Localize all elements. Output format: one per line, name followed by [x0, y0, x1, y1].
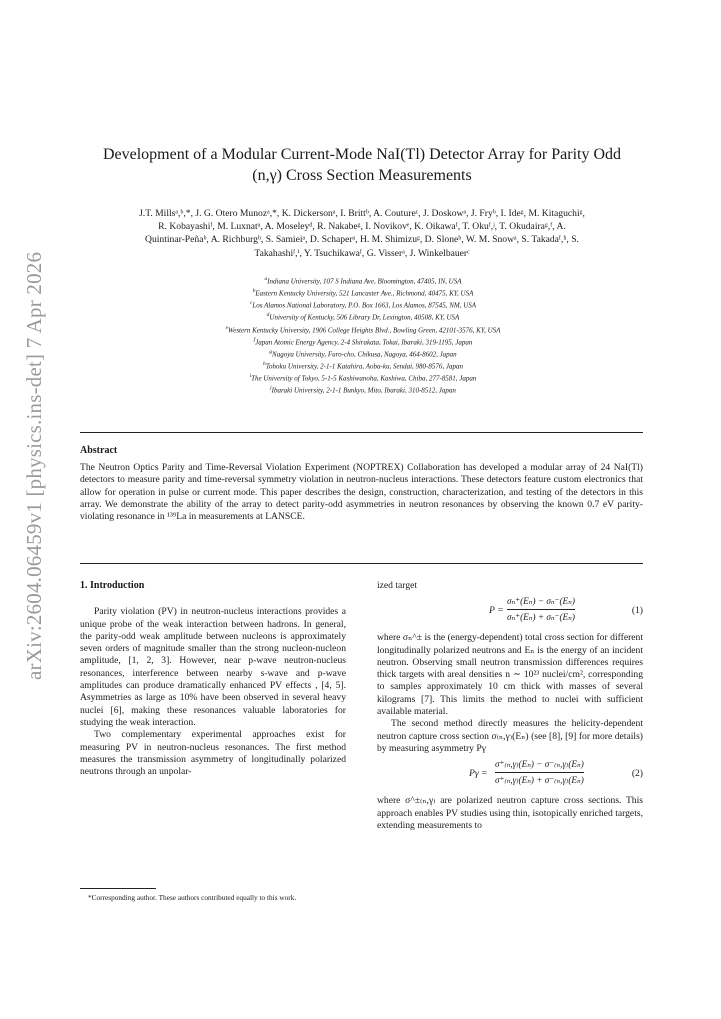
title-line-2: (n,γ) Cross Section Measurements — [252, 167, 472, 184]
affiliation — [80, 287, 646, 299]
abstract-body: The Neutron Optics Parity and Time-Reversal Violation Experiment (NOPTREX) Collaboration has developed a modular array of 24 NaI(Tl) detectors to measure parity and time-reversal symmetry violation in neutron-nucleus interactions. These detectors feature custom electronics that allow for operation in pulse or current mode. This paper describes the design, construction, characterization, and testing of the detectors in this array. We demonstrate the ability of the array to detect parity-odd asymmetries in neutron resonances by observing the known 0.7 eV parity-violating resonance in ¹³⁹La in measurements at LANSCE. — [80, 462, 643, 523]
abstract-top-rule — [80, 432, 643, 433]
equation-2 — [377, 758, 643, 792]
arxiv-side-stamp: arXiv:2604.06459v1 [physics.ins-det] 7 Apr 2026 — [22, 251, 46, 680]
affiliation-mark: f — [253, 336, 256, 343]
affiliation — [80, 324, 646, 336]
abstract-bottom-rule — [80, 563, 643, 564]
paragraph: Two complementary experimental approaches exist for measuring PV in neutron-nucleus resonances. The first method measures the transmission asymmetry of longitudinally polarized neutrons through an unpolar- — [80, 729, 346, 778]
equation-1 — [377, 595, 643, 629]
equation-lhs: P = — [489, 605, 504, 617]
affiliation-text: The University of Tokyo, 5-1-5 Kashiwanoha, Kashiwa, Chiba, 277-8581, Japan — [251, 374, 477, 383]
affiliation-mark: b — [252, 288, 256, 295]
affiliation — [80, 311, 646, 323]
author-list — [74, 207, 650, 260]
paragraph: ized target — [377, 580, 418, 591]
affiliation-text: Japan Atomic Energy Agency, 2-4 Shirakata, Tokai, Ibaraki, 319-1195, Japan — [255, 337, 473, 346]
affiliation-text: Los Alamos National Laboratory, P.O. Box 1663, Los Alamos, 87545, NM, USA — [252, 301, 477, 310]
affiliation-mark: d — [266, 312, 270, 319]
equation-number: (2) — [631, 768, 643, 780]
author-line-1: J.T. Millsᵃ,ᵇ,*, J. G. Otero Munozᵃ,*, K. Dickersonᵃ, I. Brittᵇ, A. Coutureᶜ, J. Doskowᵃ, J. Fryᵇ, I. Ideᵍ, M. Kitaguchiᵍ, — [139, 208, 585, 219]
equation-denominator: σ⁺₍ₙ,γ₎(Eₙ) + σ⁻₍ₙ,γ₎(Eₙ) — [495, 774, 584, 785]
author-line-3: Quintinar-Peñaᵇ, A. Richburgᵇ, S. Samieiᵃ, D. Schaperᵃ, H. M. Shimizuᵍ, D. Sloneᵇ, W. M. Snowᵃ, S. Takadaᶠ,ʰ, S. — [145, 234, 579, 246]
equation-numerator: σ⁺₍ₙ,γ₎(Eₙ) − σ⁻₍ₙ,γ₎(Eₙ) — [495, 759, 584, 770]
affiliation — [80, 384, 646, 396]
footnote-rule — [80, 888, 156, 889]
section-heading: 1. Introduction — [80, 580, 145, 591]
affiliation — [80, 372, 646, 384]
paragraph: where σₙ^± is the (energy-dependent) total cross section for different longitudinally polarized neutrons and Eₙ is the energy of an incident neutron. Observing small neutron transmission differences requires thick targets with areal densities n ∼ 10²³ nuclei/cm², corresponding to samples approximately 10 cm thick with masses of several kilograms [7]. This limits the method to nuclei with sufficient available material. — [377, 632, 643, 718]
fraction-bar — [495, 772, 584, 773]
equation-fraction — [507, 595, 575, 623]
fraction-bar — [507, 609, 575, 610]
affiliation-mark: i — [249, 373, 252, 379]
footnote: *Corresponding author. These authors contributed equally to this work. — [88, 893, 297, 902]
affiliation-mark: a — [264, 276, 268, 282]
affiliation-text: University of Kentucky, 506 Library Dr, Lexington, 40508, KY, USA — [269, 313, 460, 322]
equation-denominator: σₙ⁺(Eₙ) + σₙ⁻(Eₙ) — [507, 611, 575, 622]
affiliation — [80, 275, 646, 287]
affiliation — [80, 360, 646, 372]
paper-title — [70, 144, 654, 186]
affiliation-mark: j — [270, 385, 272, 392]
affiliation — [80, 336, 646, 348]
affiliation-list — [80, 275, 646, 396]
affiliation — [80, 348, 646, 360]
paragraph: Parity violation (PV) in neutron-nucleus interactions provides a unique probe of the weak interaction between hadrons. In general, the parity-odd weak amplitude between nucleons is approximately seven orders of magnitude smaller than the strong nucleon-nucleon amplitude, [1, 2, 3]. However, near p-wave neutron-nucleus resonances, interference between nearby s-wave and p-wave amplitudes can produce dramatically enhanced PV effects , [4, 5]. Asymmetries as large as 10% have been observed in several heavy nuclei [6], making these resonances valuable laboratories for studying the weak interaction. — [80, 606, 346, 728]
equation-fraction — [495, 758, 584, 786]
affiliation-mark: c — [249, 300, 253, 307]
paragraph: The second method directly measures the helicity-dependent neutron capture cross section σ₍ₙ,γ₎(Eₙ) (see [8], [9] for more details) by measuring asymmetry Pγ — [377, 718, 643, 754]
affiliation-text: Ibaraki University, 2-1-1 Bunkyo, Mito, Ibaraki, 310-8512, Japan — [271, 386, 456, 395]
affiliation-text: Eastern Kentucky University, 521 Lancaster Ave., Richmond, 40475, KY, USA — [255, 289, 474, 298]
author-line-2: R. Kobayashiᶠ, M. Luxnatᵃ, A. Moseleyᵈ, R. Nakabeᵍ, I. Novikovᵉ, K. Oikawaᶠ, T. Okuᶠ,ʲ, T. Okudairaᵍ,ᶠ, A. — [158, 221, 566, 233]
affiliation — [80, 299, 646, 311]
affiliation-mark: g — [269, 348, 273, 355]
affiliation-mark: e — [225, 324, 229, 331]
author-line-4: Takahashiᶠ,ⁱ, Y. Tsuchikawaᶠ, G. Visserᵃ, J. Winkelbauerᶜ — [254, 247, 470, 259]
affiliation-text: Western Kentucky University, 1906 College Heights Blvd., Bowling Green, 42101-3576, KY, USA — [228, 325, 501, 334]
right-column — [377, 580, 643, 832]
equation-lhs: Pγ = — [469, 768, 488, 780]
equation-numerator: σₙ⁺(Eₙ) − σₙ⁻(Eₙ) — [507, 596, 575, 607]
paragraph: where σ^±₍ₙ,γ₎ are polarized neutron capture cross sections. This approach enables PV studies using thin, isotopically enriched targets, extending measurements to — [377, 795, 643, 831]
abstract-heading: Abstract — [80, 445, 118, 456]
left-column — [80, 580, 346, 778]
affiliation-text: Nagoya University, Furo-cho, Chikusa, Nagoya, 464-8602, Japan — [272, 350, 457, 359]
affiliation-mark: h — [263, 360, 266, 367]
equation-number: (1) — [631, 605, 643, 617]
title-line-1: Development of a Modular Current-Mode NaI(Tl) Detector Array for Parity Odd — [102, 146, 622, 163]
affiliation-text: Indiana University, 107 S Indiana Ave, Bloomington, 47405, IN, USA — [267, 277, 462, 286]
affiliation-text: Tohoku University, 2-1-1 Katahira, Aoba-ku, Sendai, 980-8576, Japan — [265, 362, 463, 371]
